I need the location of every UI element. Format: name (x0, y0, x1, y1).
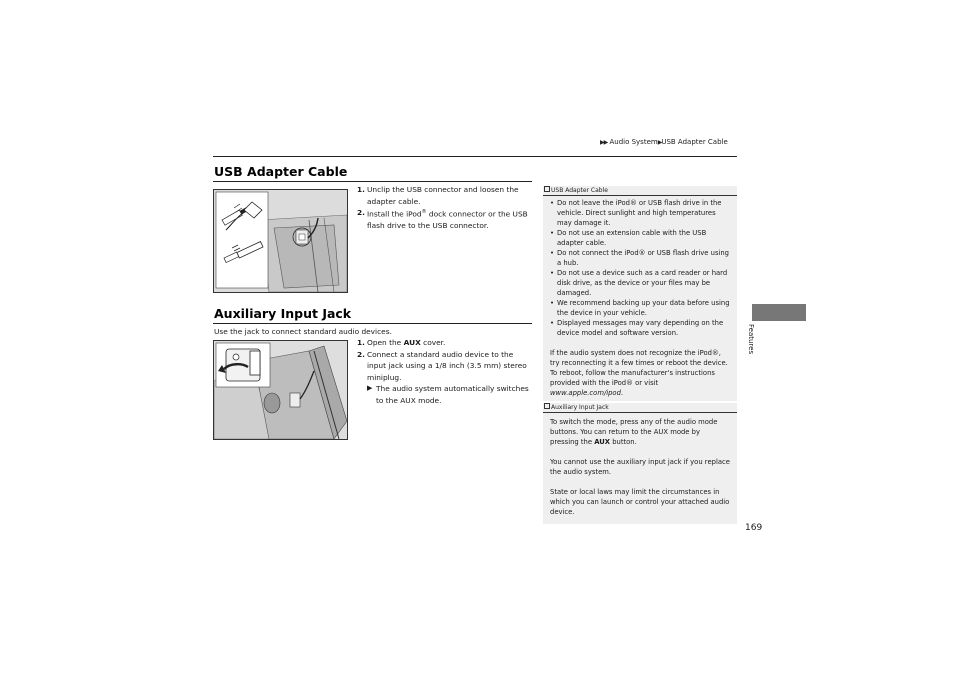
step-text-b: cover. (420, 338, 446, 347)
step-number: 2. (357, 208, 365, 217)
breadcrumb-audio-system[interactable]: Audio System (609, 138, 658, 146)
step-text-a: Open the (367, 338, 404, 347)
list-item: • Do not use a device such as a card reader or hard disk drive, as the device or your files may be damaged. (550, 268, 730, 298)
step-text: Connect a standard audio device to the input jack using a 1/8 inch (3.5 mm) stereo miniplug. (367, 349, 527, 382)
paragraph-end: button. (610, 438, 637, 446)
usb-note-paragraph (543, 348, 737, 398)
list-item: • Do not use an extension cable with the USB adapter cable. (550, 228, 730, 248)
step-number: 1. (357, 185, 365, 194)
breadcrumb (600, 138, 728, 146)
note-marker-icon (544, 186, 550, 192)
usb-step-1 (357, 184, 532, 207)
features-tab[interactable] (752, 304, 806, 321)
aux-title-rule (213, 323, 532, 324)
arrow-icon: ▶ (657, 139, 662, 146)
aux-button-keyword: AUX (594, 438, 611, 446)
step-text-a: Install the iPod (367, 209, 422, 219)
list-item: • Displayed messages may vary depending on the device model and software version. (550, 318, 730, 338)
apple-link[interactable]: www.apple.com/ipod (550, 389, 621, 397)
step-number: 1. (357, 338, 365, 347)
note-marker-icon (544, 403, 550, 409)
step-number: 2. (357, 349, 365, 359)
list-item: • Do not leave the iPod® or USB flash drive in the vehicle. Direct sunlight and high temperatures may damage it. (550, 198, 730, 228)
aux-note-paragraph-3: State or local laws may limit the circumstances in which you can launch or control your attached audio device. (550, 488, 730, 516)
result-text: The audio system automatically switches to the AUX mode. (376, 384, 529, 405)
usb-illustration-drawing (214, 190, 347, 292)
paragraph-text: If the audio system does not recognize the iPod®, try reconnecting it a few times or reboot the device. To reboot, follow the manufacturer's instructions provided with the iPod® or visit (550, 349, 728, 387)
aux-step-1 (357, 337, 532, 349)
aux-illustration (213, 340, 348, 440)
aux-note-heading-text: Auxiliary Input Jack (551, 404, 609, 411)
aux-section-title: Auxiliary Input Jack (214, 306, 352, 321)
paragraph-text: To switch the mode, press any of the audio mode buttons. You can return to the AUX mode by pressing the (550, 418, 718, 446)
aux-step-2 (357, 349, 532, 384)
aux-steps (357, 337, 532, 406)
page-number: 169 (745, 523, 763, 533)
list-item: • Do not connect the iPod® or USB flash drive using a hub. (550, 248, 730, 268)
aux-note-paragraph-2: You cannot use the auxiliary input jack if you replace the audio system. (550, 458, 730, 476)
aux-illustration-drawing (214, 341, 347, 439)
usb-note-heading-text: USB Adapter Cable (551, 187, 608, 194)
aux-note-heading (543, 403, 737, 413)
usb-note-panel (543, 186, 737, 401)
usb-steps (357, 184, 532, 231)
aux-intro: Use the jack to connect standard audio devices. (214, 327, 392, 336)
result-arrow-icon: ▶ (367, 384, 373, 392)
aux-note-paragraph-1 (543, 417, 737, 447)
usb-section-title: USB Adapter Cable (214, 164, 348, 179)
usb-note-list (543, 198, 737, 338)
aux-note-panel (543, 403, 737, 524)
usb-illustration (213, 189, 348, 293)
registered-mark: ® (421, 209, 427, 215)
step-text: Unclip the USB connector and loosen the adapter cable. (367, 185, 519, 206)
aux-step-2-result (367, 383, 532, 406)
list-item: • We recommend backing up your data before using the device in your vehicle. (550, 298, 730, 318)
top-rule (213, 156, 737, 157)
aux-keyword: AUX (403, 338, 421, 347)
usb-title-rule (213, 181, 532, 182)
usb-note-heading (543, 186, 737, 196)
paragraph-end: . (620, 389, 624, 397)
step-text-b: dock connector or the USB flash drive to the USB connector. (367, 209, 528, 230)
double-arrow-icon: ▶▶ (600, 139, 608, 146)
usb-step-2 (357, 207, 532, 231)
breadcrumb-usb-adapter-cable[interactable]: USB Adapter Cable (661, 138, 728, 146)
features-tab-label: Features (747, 324, 755, 355)
